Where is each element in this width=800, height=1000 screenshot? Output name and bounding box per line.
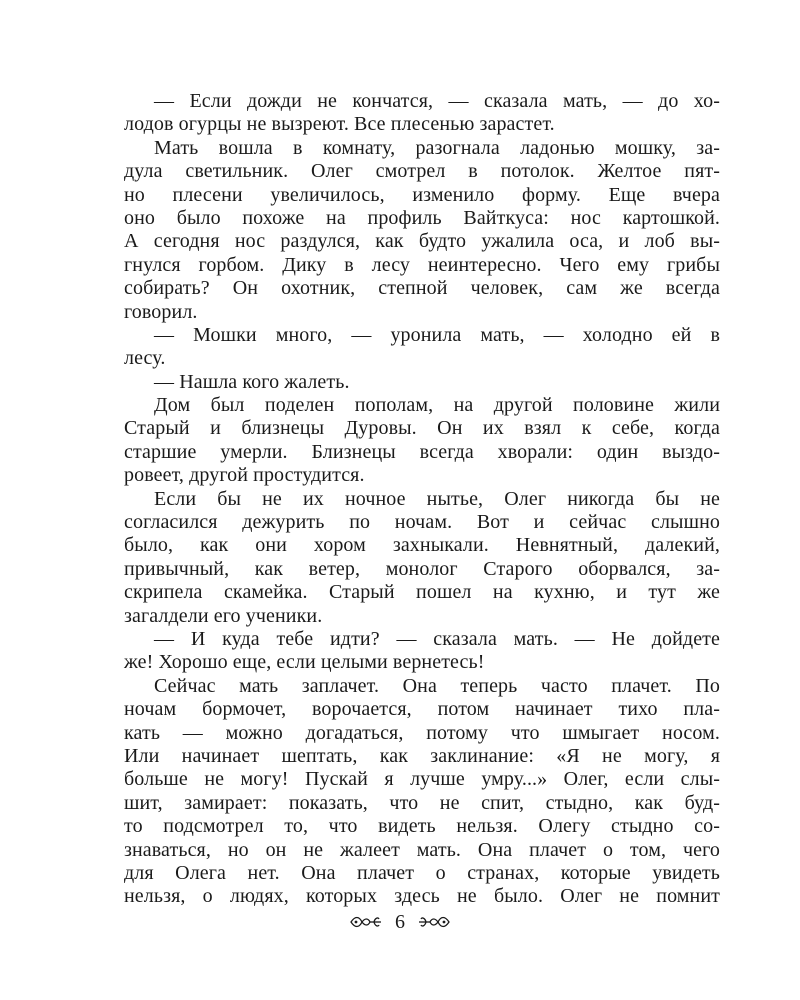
text-line: для Олега нет. Она плачет о странах, которые увидеть xyxy=(124,861,720,884)
fleuron-left-icon xyxy=(349,913,383,931)
text-line: Если бы не их ночное нытье, Олег никогда бы не xyxy=(154,487,720,510)
text-line: — И куда тебе идти? — сказала мать. — Не дойдете xyxy=(154,627,720,650)
text-line: лесу. xyxy=(124,347,166,370)
page-body xyxy=(124,90,720,909)
text-line: ночам бормочет, ворочается, потом начинает тихо пла- xyxy=(124,698,720,721)
text-line: Или начинает шептать, как заклинание: «Я не могу, я xyxy=(124,744,720,767)
text-line: Дом был поделен пополам, на другой половине жили xyxy=(154,394,720,417)
text-line: Сейчас мать заплачет. Она теперь часто плачет. По xyxy=(154,674,720,697)
text-line: нельзя, о людях, которых здесь не было. Олег не помнит xyxy=(124,885,720,908)
text-line: гнулся горбом. Дику в лесу неинтересно. Чего ему грибы xyxy=(124,253,720,276)
text-line: согласился дежурить по ночам. Вот и сейчас слышно xyxy=(124,511,720,534)
text-line: привычный, как ветер, монолог Старого оборвался, за- xyxy=(124,557,720,580)
text-line: загалдели его ученики. xyxy=(124,604,323,627)
text-line: знаваться, но он не жалеет мать. Она плачет о том, чего xyxy=(124,838,720,861)
text-line: Мать вошла в комнату, разогнала ладонью мошку, за- xyxy=(154,136,720,159)
text-line: было, как они хором захныкали. Невнятный, далекий, xyxy=(124,534,720,557)
text-line: кать — можно догадаться, потому что шмыгает носом. xyxy=(124,721,720,744)
text-line: то подсмотрел то, что видеть нельзя. Олегу стыдно со- xyxy=(124,815,720,838)
text-line: старшие умерли. Близнецы всегда хворали: один выздо- xyxy=(124,440,720,463)
page-number: 6 xyxy=(395,911,405,933)
text-line: — Нашла кого жалеть. xyxy=(154,370,350,393)
text-line: но плесени увеличилось, изменило форму. Еще вчера xyxy=(124,183,720,206)
text-line: больше не могу! Пускай я лучше умру...» Олег, если слы- xyxy=(124,768,720,791)
text-line: дула светильник. Олег смотрел в потолок. Желтое пят- xyxy=(124,160,720,183)
page-footer xyxy=(0,910,800,934)
text-line: — Если дожди не кончатся, — сказала мать, — до хо- xyxy=(154,90,720,112)
text-line: собирать? Он охотник, степной человек, сам же всегда xyxy=(124,277,720,300)
text-line: ровеет, другой простудится. xyxy=(124,464,365,487)
text-line: шит, замирает: показать, что не спит, стыдно, как буд- xyxy=(124,791,720,814)
text-line: же! Хорошо еще, если целыми вернетесь! xyxy=(124,651,485,674)
text-line: скрипела скамейка. Старый пошел на кухню, и тут же xyxy=(124,581,720,604)
text-line: лодов огурцы не вызреют. Все плесенью зарастет. xyxy=(124,113,555,136)
fleuron-right-icon xyxy=(417,913,451,931)
text-line: — Мошки много, — уронила мать, — холодно ей в xyxy=(154,323,720,346)
text-line: оно было похоже на профиль Вайткуса: нос картошкой. xyxy=(124,206,720,229)
text-line: Старый и близнецы Дуровы. Он их взял к себе, когда xyxy=(124,417,720,440)
text-line: А сегодня нос раздулся, как будто ужалила оса, и лоб вы- xyxy=(124,230,720,253)
text-line: говорил. xyxy=(124,300,198,323)
